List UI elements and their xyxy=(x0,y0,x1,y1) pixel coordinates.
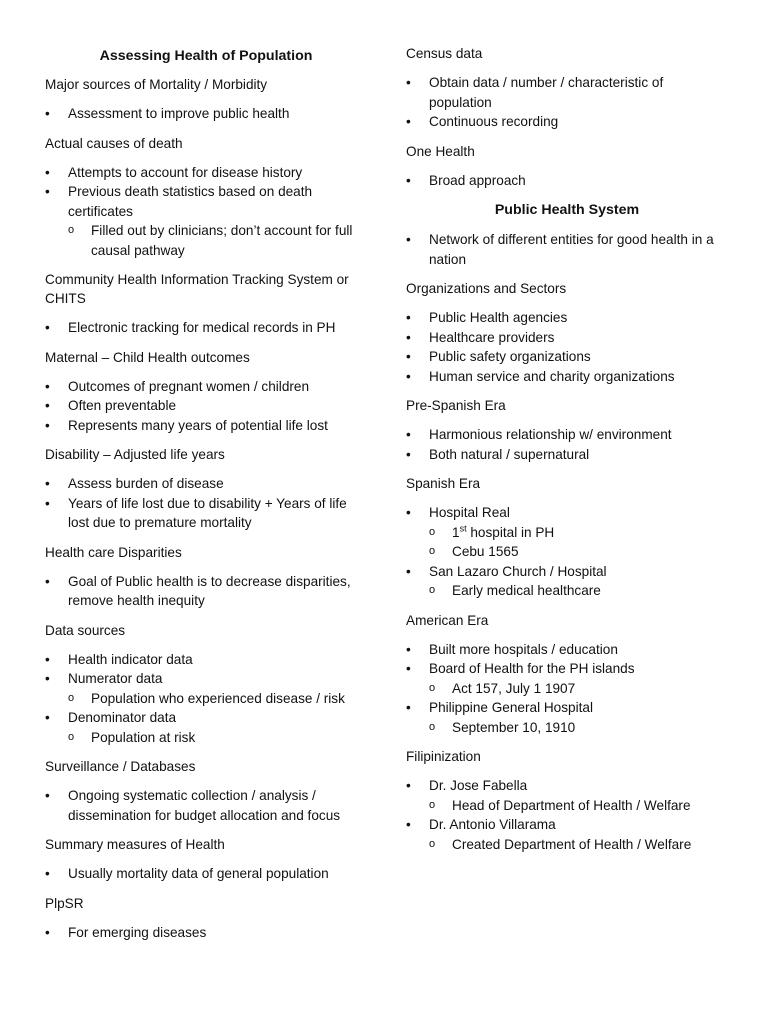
bullet-icon: • xyxy=(45,398,50,413)
sub-list-item-text: September 10, 1910 xyxy=(452,719,576,735)
section-heading: Pre-Spanish Era xyxy=(406,398,506,413)
bullet-list xyxy=(45,318,367,338)
circle-bullet-icon: o xyxy=(429,837,436,850)
circle-bullet-icon: o xyxy=(429,798,436,811)
bullet-icon: • xyxy=(45,184,50,199)
sub-list-item-text: Head of Department of Health / Welfare xyxy=(452,797,691,813)
list-item-text: Years of life lost due to disability + Years of life lost due to premature mortality xyxy=(68,495,347,530)
section-heading: One Health xyxy=(406,143,475,159)
bullet-icon: • xyxy=(45,671,50,686)
list-item xyxy=(45,474,367,494)
bullet-icon: • xyxy=(406,505,411,520)
sub-list-item-text: Filled out by clinicians; don’t account for full causal pathway xyxy=(91,223,353,258)
list-item-text: Built more hospitals / education xyxy=(429,641,618,657)
list-item xyxy=(406,698,728,737)
list-item-text: Philippine General Hospital xyxy=(429,700,593,715)
section-heading: Community Health Information Tracking System or CHITS xyxy=(45,272,349,306)
section-heading: Spanish Era xyxy=(406,476,481,491)
sub-list-item xyxy=(429,581,728,601)
list-item-text: Both natural / supernatural xyxy=(429,446,590,462)
bullet-icon: • xyxy=(406,661,411,676)
list-item xyxy=(406,562,728,601)
list-item xyxy=(406,73,728,112)
bullet-list xyxy=(45,572,367,611)
bullet-list xyxy=(45,650,367,748)
sub-list-item-text: 1st hospital in PH xyxy=(452,522,555,540)
list-item-text: Ongoing systematic collection / analysis / dissemination for budget allocation and focus xyxy=(68,788,341,823)
sub-bullet-list xyxy=(68,221,367,260)
sub-list-item-text: Population who experienced disease / risk xyxy=(91,690,345,706)
section-heading: Disability – Adjusted life years xyxy=(45,447,225,462)
bullet-icon: • xyxy=(406,114,411,129)
list-item xyxy=(45,416,367,436)
sub-list-item-text: Created Department of Health / Welfare xyxy=(452,836,692,852)
list-item xyxy=(45,708,367,747)
list-item xyxy=(406,230,728,269)
list-item-text: Broad approach xyxy=(429,172,526,188)
section-heading: Maternal – Child Health outcomes xyxy=(45,349,250,365)
circle-bullet-icon: o xyxy=(429,720,436,733)
list-item xyxy=(406,776,728,815)
list-item-text: San Lazaro Church / Hospital xyxy=(429,563,607,579)
bullet-icon: • xyxy=(406,563,411,579)
list-item xyxy=(45,494,367,533)
bullet-icon: • xyxy=(406,700,411,715)
list-item xyxy=(406,659,728,698)
sub-bullet-list xyxy=(68,689,367,709)
list-item-text: Outcomes of pregnant women / children xyxy=(68,378,310,394)
bullet-icon: • xyxy=(406,446,411,462)
section-heading: Health care Disparities xyxy=(45,544,182,560)
right-sections-before xyxy=(406,44,728,190)
list-item-text: Health indicator data xyxy=(68,651,193,667)
list-item-text: Numerator data xyxy=(68,671,163,686)
sub-list-item-text: Act 157, July 1 1907 xyxy=(452,680,576,696)
bullet-icon: • xyxy=(406,75,411,90)
list-item xyxy=(45,786,367,825)
circle-bullet-icon: o xyxy=(429,681,436,694)
list-item xyxy=(45,104,367,124)
left-sections xyxy=(45,75,367,942)
list-item xyxy=(45,864,367,884)
list-item-text: Human service and charity organizations xyxy=(429,368,675,384)
sub-list-item-text: Cebu 1565 xyxy=(452,544,519,559)
list-item xyxy=(45,572,367,611)
sub-bullet-list xyxy=(429,796,728,816)
bullet-list xyxy=(406,171,728,191)
sub-list-item xyxy=(429,542,728,562)
list-item-text: Electronic tracking for medical records in PH xyxy=(68,320,336,335)
list-item-text: Assessment to improve public health xyxy=(68,106,290,121)
list-item-text: Hospital Real xyxy=(429,505,510,520)
list-item xyxy=(45,318,367,338)
sub-list-item xyxy=(429,718,728,738)
list-item xyxy=(406,112,728,132)
list-item xyxy=(406,171,728,191)
list-item-text: Goal of Public health is to decrease disparities, remove health inequity xyxy=(68,573,351,608)
right-sections-after xyxy=(406,230,728,854)
list-item-text: Board of Health for the PH islands xyxy=(429,661,635,676)
bullet-icon: • xyxy=(45,495,50,511)
list-item xyxy=(406,815,728,854)
bullet-icon: • xyxy=(406,368,411,384)
list-item xyxy=(406,328,728,348)
sub-bullet-list xyxy=(68,728,367,748)
bullet-list xyxy=(45,864,367,884)
section-heading: Summary measures of Health xyxy=(45,837,225,852)
list-item-text: Attempts to account for disease history xyxy=(68,164,303,180)
list-item-text: Dr. Jose Fabella xyxy=(429,778,528,793)
list-item-text: Network of different entities for good health in a nation xyxy=(429,232,714,267)
list-item xyxy=(45,669,367,708)
sub-bullet-list xyxy=(429,835,728,855)
bullet-list xyxy=(45,474,367,533)
section-heading: PlpSR xyxy=(45,895,84,911)
list-item xyxy=(406,445,728,465)
circle-bullet-icon: o xyxy=(68,730,75,743)
bullet-icon: • xyxy=(45,164,50,180)
list-item xyxy=(45,650,367,670)
bullet-list xyxy=(45,923,367,943)
bullet-icon: • xyxy=(45,866,50,881)
list-item xyxy=(406,503,728,562)
list-item-text: Denominator data xyxy=(68,710,177,725)
list-item xyxy=(45,923,367,943)
bullet-icon: • xyxy=(406,778,411,793)
bullet-icon: • xyxy=(45,573,50,589)
list-item-text: Obtain data / number / characteristic of population xyxy=(429,75,664,110)
list-item-text: Assess burden of disease xyxy=(68,476,224,491)
bullet-list xyxy=(45,786,367,825)
section-title: Public Health System xyxy=(494,202,640,218)
list-item xyxy=(406,308,728,328)
section-heading: Actual causes of death xyxy=(45,135,183,151)
list-item xyxy=(406,640,728,660)
bullet-icon: • xyxy=(406,641,411,657)
bullet-list xyxy=(45,104,367,124)
bullet-list xyxy=(45,377,367,436)
section-heading: Filipinization xyxy=(406,749,481,764)
bullet-list xyxy=(406,776,728,854)
section-heading: Data sources xyxy=(45,622,126,638)
section-heading: Organizations and Sectors xyxy=(406,281,567,296)
bullet-list xyxy=(406,73,728,132)
list-item-text: Harmonious relationship w/ environment xyxy=(429,427,672,442)
bullet-list xyxy=(406,425,728,464)
sub-list-item xyxy=(429,796,728,816)
sub-list-item xyxy=(68,221,367,260)
bullet-icon: • xyxy=(45,417,50,433)
list-item-text: Previous death statistics based on death certificates xyxy=(68,184,313,219)
sub-bullet-list xyxy=(429,718,728,738)
bullet-icon: • xyxy=(406,349,411,364)
list-item xyxy=(45,163,367,183)
bullet-list xyxy=(406,230,728,269)
circle-bullet-icon: o xyxy=(429,525,436,538)
sub-list-item xyxy=(429,523,728,543)
sub-list-item xyxy=(429,835,728,855)
bullet-icon: • xyxy=(406,329,411,345)
sub-list-item-text: Early medical healthcare xyxy=(452,583,601,598)
section-heading: Major sources of Mortality / Morbidity xyxy=(45,77,268,92)
bullet-icon: • xyxy=(406,817,411,832)
sub-list-item xyxy=(68,728,367,748)
list-item-text: Dr. Antonio Villarama xyxy=(429,817,556,832)
bullet-list xyxy=(45,163,367,261)
bullet-icon: • xyxy=(45,710,50,725)
section-heading: American Era xyxy=(406,612,489,628)
list-item-text: Usually mortality data of general population xyxy=(68,866,329,881)
bullet-icon: • xyxy=(45,106,50,121)
list-item-text: For emerging diseases xyxy=(68,924,207,940)
bullet-icon: • xyxy=(45,476,50,491)
circle-bullet-icon: o xyxy=(68,691,75,704)
sub-bullet-list xyxy=(429,581,728,601)
bullet-icon: • xyxy=(45,651,50,667)
section-heading: Census data xyxy=(406,46,483,61)
list-item-text: Often preventable xyxy=(68,398,177,413)
bullet-list xyxy=(406,503,728,601)
bullet-icon: • xyxy=(406,232,411,247)
bullet-icon: • xyxy=(45,788,50,803)
bullet-list xyxy=(406,308,728,386)
list-item-text: Healthcare providers xyxy=(429,329,555,345)
list-item xyxy=(45,182,367,260)
sub-bullet-list xyxy=(429,523,728,562)
bullet-icon: • xyxy=(406,427,411,442)
bullet-icon: • xyxy=(406,310,411,325)
bullet-icon: • xyxy=(45,320,50,335)
page-title: Assessing Health of Population xyxy=(99,48,313,64)
bullet-icon: • xyxy=(45,924,50,940)
list-item xyxy=(406,425,728,445)
list-item-text: Represents many years of potential life lost xyxy=(68,417,328,433)
sub-bullet-list xyxy=(429,679,728,699)
list-item-text: Public safety organizations xyxy=(429,349,591,364)
list-item xyxy=(406,367,728,387)
bullet-icon: • xyxy=(406,172,411,188)
list-item xyxy=(406,347,728,367)
list-item xyxy=(45,377,367,397)
right-column xyxy=(406,44,728,864)
circle-bullet-icon: o xyxy=(429,584,436,596)
list-item-text: Public Health agencies xyxy=(429,310,568,325)
sub-list-item xyxy=(429,679,728,699)
section-heading: Surveillance / Databases xyxy=(45,759,196,774)
sub-list-item-text: Population at risk xyxy=(91,729,196,745)
bullet-icon: • xyxy=(45,378,50,394)
bullet-list xyxy=(406,640,728,738)
circle-bullet-icon: o xyxy=(68,224,75,236)
list-item-text: Continuous recording xyxy=(429,114,559,129)
sub-list-item xyxy=(68,689,367,709)
circle-bullet-icon: o xyxy=(429,545,436,557)
left-column xyxy=(45,44,367,952)
list-item xyxy=(45,396,367,416)
